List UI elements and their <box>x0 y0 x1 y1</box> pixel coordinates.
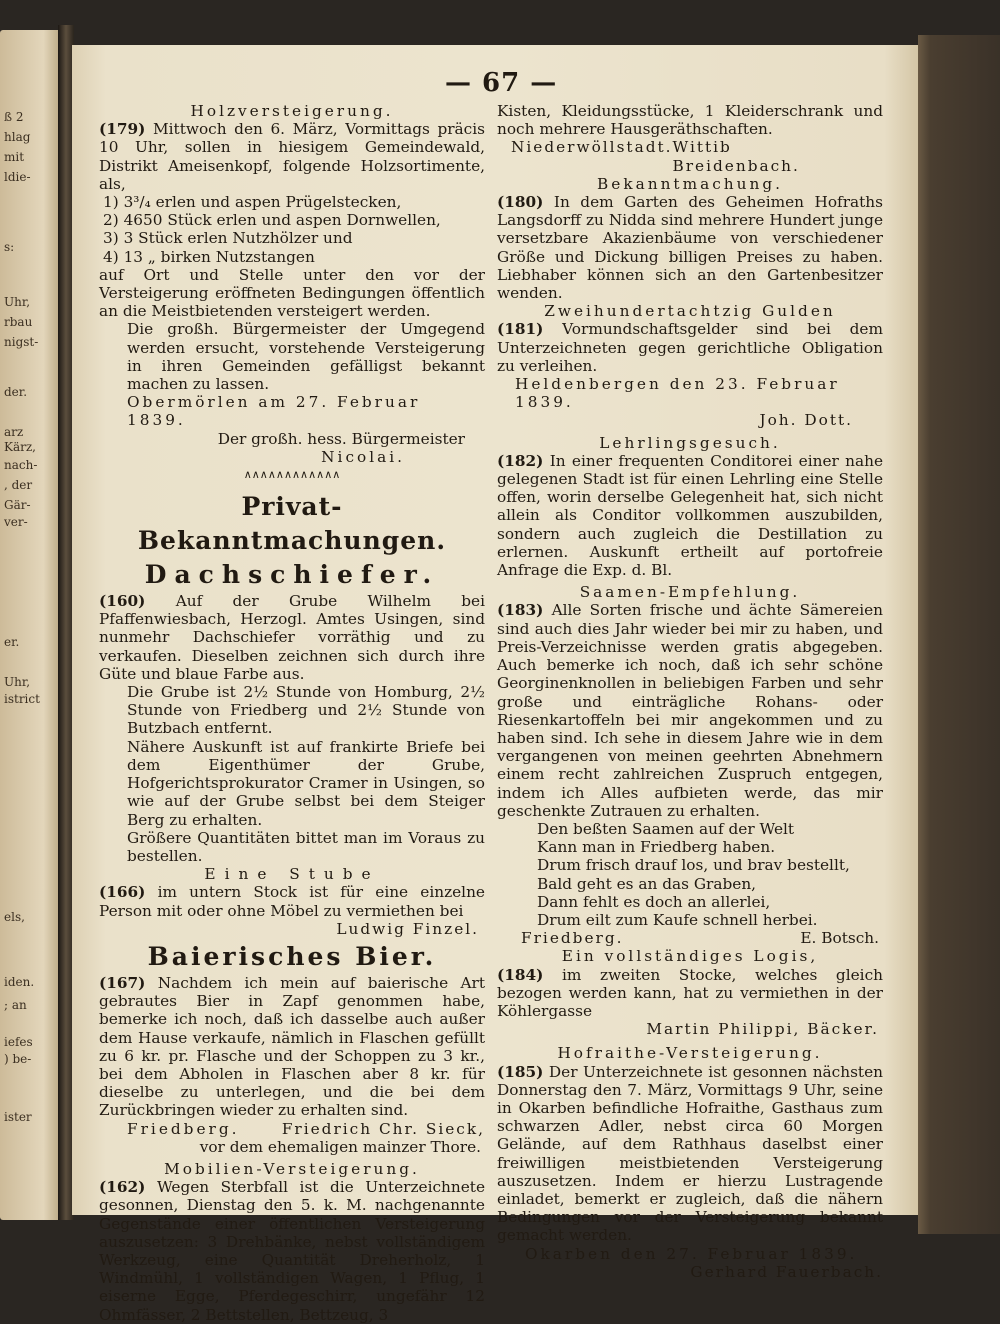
notice-text: (167) Nachdem ich mein auf baierische Art gebrautes Bier in Zapf genommen habe, bemerke ich noch, daß ich dasselbe auch außer dem Hause verkaufe, nämlich in Flaschen gefüllt zu 6 kr. pr. Flasche und der Schoppen zu 3 kr., bei dem Abholen in Flaschen aber 8 kr. für dieselbe zu unterlegen, und die bei dem Zurückbringen wieder zu erhalten sind. <box>99 973 485 1120</box>
place-date: Okarben den 27. Februar 1839. <box>525 1244 858 1263</box>
margin-fragment: arz <box>4 425 24 439</box>
margin-fragment: Gär- <box>4 498 31 512</box>
margin-fragment: istrict <box>4 692 40 706</box>
verse-line: Drum frisch drauf los, und brav bestellt, <box>537 856 850 875</box>
notice-text: (162) Wegen Sterbfall ist die Unterzeichnete gesonnen, Dienstag den 5. k. M. nachgenannte Gegenstände einer öffentlichen Versteigerung auszusetzen: 3 Drehbänke, nebst vollständigem Werkzeug, eine Quantität Dreherholz, 1 Windmühl, 1 vollständigen Wagen, 1 Pflug, 1 eiserne Egge, Pferdegeschirr, ungefähr 12 Ohmfässer, 2 Bettstellen, Bettzeug, 3 <box>99 1178 485 1324</box>
signature: Gerhard Fauerbach. <box>690 1262 883 1281</box>
notice-text: auf Ort und Stelle unter den vor der Versteigerung eröffneten Bedingungen öffentlich an die Meistbietenden versteigert werden. <box>99 265 485 321</box>
list-item: 4) 13 „ birken Nutzstangen <box>103 247 315 266</box>
list-item: 3) 3 Stück erlen Nutzhölzer und <box>103 229 353 248</box>
signature: Friedrich Chr. Sieck, <box>281 1119 485 1138</box>
margin-fragment: der. <box>4 385 28 399</box>
verse <box>497 820 883 929</box>
signature: Wittib Breidenbach. <box>672 138 800 175</box>
notice-text: (180) In dem Garten des Geheimen Hofraths Langsdorff zu Nidda sind mehrere Hundert junge versetzbare Akazienbäume von verschiedener Größe und Dickung billigen Preises zu haben. Liebhaber können sich an den Gartenbesitzer wenden. <box>497 193 883 303</box>
margin-fragment: er. <box>4 635 20 649</box>
notice-number: (181) <box>497 320 544 339</box>
margin-fragment: nach- <box>4 458 38 472</box>
margin-fragment: nigst- <box>4 335 39 349</box>
margin-fragment: Uhr, <box>4 295 31 309</box>
margin-fragment: ) be- <box>4 1052 32 1066</box>
notice-text: (166) im untern Stock ist für eine einzelne Person mit oder ohne Möbel zu vermiethen bei <box>99 883 485 920</box>
verse-line: Dann fehlt es doch an allerlei, <box>537 892 771 911</box>
private-announcements-heading: Privat-Bekanntmachungen. <box>137 492 447 556</box>
place: Friedberg. <box>127 1119 240 1138</box>
notice-text: Nähere Auskunft ist auf frankirte Briefe bei dem Eigenthümer der Grube, Hofgerichtsprokurator Cramer in Usingen, so wie auf der Grube selbst bei dem Steiger Berg zu erhalten. <box>127 737 485 829</box>
right-column <box>497 102 883 1281</box>
signature: E. Botsch. <box>800 929 879 948</box>
section-heading: Ein vollständiges Logis, <box>561 947 819 966</box>
margin-fragment: ; an <box>4 998 27 1012</box>
margin-fragment: iefes <box>4 1035 33 1049</box>
section-heading: Baierisches Bier. <box>147 941 437 971</box>
section-heading: Mobilien-Versteigerung. <box>164 1159 420 1178</box>
page-number: — 67 — <box>445 68 558 98</box>
signature-row <box>99 1120 485 1138</box>
signature: Martin Philippi, Bäcker. <box>646 1020 879 1039</box>
signature: Joh. Dott. <box>759 411 853 430</box>
notice-text: Die Grube ist 2½ Stunde von Homburg, 2½ Stunde von Friedberg und 2½ Stunde von Butzbach entfernt. <box>127 683 485 738</box>
margin-fragment: mit <box>4 150 25 164</box>
place: Friedberg. <box>521 929 624 948</box>
signature: Ludwig Finzel. <box>336 919 479 938</box>
margin-fragment: ver- <box>4 515 28 529</box>
section-heading: Lehrlingsgesuch. <box>599 433 781 452</box>
margin-fragment: , der <box>4 478 33 492</box>
verse-line: Den beßten Saamen auf der Welt <box>537 819 795 838</box>
signature-row <box>497 138 883 174</box>
notice-number: (179) <box>99 120 146 139</box>
item-list <box>99 193 485 266</box>
adjacent-page-strip <box>0 30 62 1220</box>
section-heading: Eine Stube <box>204 865 380 884</box>
ornament-divider: ∧∧∧∧∧∧∧∧∧∧∧∧ <box>243 468 341 482</box>
place: Niederwöllstadt. <box>511 138 673 157</box>
margin-fragment: els, <box>4 910 25 924</box>
section-heading: Hofraithe-Versteigerung. <box>557 1044 823 1063</box>
list-item: 2) 4650 Stück erlen und aspen Dornwellen, <box>103 211 441 230</box>
left-column <box>99 102 485 1324</box>
book-edge <box>918 35 1000 1234</box>
notice-number: (185) <box>497 1062 544 1081</box>
notice-text: (160) Auf der Grube Wilhelm bei Pfaffenwiesbach, Herzogl. Amtes Usingen, sind nunmehr Dachschiefer vorräthig und zu verkaufen. Dieselben zeichnen sich durch ihre Güte und blaue Farbe aus. <box>99 592 485 683</box>
notice-text: (185) Der Unterzeichnete ist gesonnen nächsten Donnerstag den 7. März, Vormittags 9 Uhr, seine in Okarben befindliche Hofraithe, Gasthaus zum schwarzen Adler, nebst circa 60 Morgen Gelände, auf dem Rathhaus daselbst einer freiwilligen meistbietenden Versteigerung auszusetzen. Indem er hierzu Lustragende einladet, bemerkt er zugleich, daß die nähern Bedingungen vor der Versteigerung bekannt gemacht werden. <box>497 1062 883 1245</box>
notice-text: (182) In einer frequenten Conditorei einer nahe gelegenen Stadt ist für einen Lehrling eine Stelle offen, worin derselbe Gelegenheit hat, sich nicht allein als Conditor vollkommen auszubilden, sondern auch zugleich die Destillation zu erlernen. Auskunft ertheilt auf portofreie Anfrage die Exp. d. Bl. <box>497 451 883 580</box>
signature-name: Nicolai. <box>321 447 405 466</box>
notice-number: (162) <box>99 1178 146 1197</box>
margin-fragment: Uhr, <box>4 675 31 689</box>
section-heading: Saamen-Empfehlung. <box>579 583 801 602</box>
notice-text: (179) Mittwoch den 6. März, Vormittags präcis 10 Uhr, sollen in hiesigem Gemeindewald, Distrikt Ameisenkopf, folgende Holzsortimente, als, <box>99 120 485 193</box>
verse-line: Drum eilt zum Kaufe schnell herbei. <box>537 910 818 929</box>
notice-text: Kisten, Kleidungsstücke, 1 Kleiderschrank und noch mehrere Hausgeräthschaften. <box>497 102 883 139</box>
section-heading: Zweihundertachtzig Gulden <box>544 302 836 321</box>
notice-text: Größere Quantitäten bittet man im Voraus zu bestellen. <box>127 828 485 865</box>
notice-text: (184) im zweiten Stocke, welches gleich bezogen werden kann, hat zu vermiethen in der Köhlergasse <box>497 965 883 1020</box>
margin-fragment: Kärz, <box>4 440 36 454</box>
margin-fragment: hlag <box>4 130 31 144</box>
margin-fragment: ister <box>4 1110 32 1124</box>
notice-text: Die großh. Bürgermeister der Umgegend werden ersucht, vorstehende Versteigerung in ihren Gemeinden gefälligst bekannt machen zu lassen. <box>127 320 485 394</box>
notice-number: (182) <box>497 451 544 470</box>
margin-fragment: s: <box>4 240 15 254</box>
margin-fragment: iden. <box>4 975 35 989</box>
place-date: Heldenbergen den 23. Februar 1839. <box>515 375 840 412</box>
list-item: 1) 3³/₄ erlen und aspen Prügelstecken, <box>103 193 402 212</box>
signature-address: vor dem ehemaligen mainzer Thore. <box>199 1137 481 1156</box>
signature-row <box>497 929 883 947</box>
margin-fragment: ldie- <box>4 170 31 184</box>
section-heading: Holzversteigerung. <box>190 102 394 120</box>
margin-fragment: rbau <box>4 315 33 329</box>
margin-fragment: ß 2 <box>4 110 24 124</box>
notice-number: (160) <box>99 592 146 611</box>
notice-number: (184) <box>497 965 544 984</box>
verse-line: Kann man in Friedberg haben. <box>537 838 776 857</box>
notice-number: (183) <box>497 601 544 620</box>
notice-text: (183) Alle Sorten frische und ächte Sämereien sind auch dies Jahr wieder bei mir zu haben, und Preis-Verzeichnisse werden gratis abgegeben. Auch bemerke ich noch, daß ich sehr schöne Georginenknollen in beliebigen Farben und sehr große und einträgliche Rohans- oder Riesenkartoffeln bei mir angekommen und zu haben sind. Ich sehe in diesem Jahre wie in dem vergangenen von meinen geehrten Abnehmern einem recht zahlreichen Zuspruch entgegen, indem ich Alles aufbieten werde, das mir geschenkte Zutrauen zu erhalten. <box>497 601 883 820</box>
section-heading: Bekanntmachung. <box>597 174 783 193</box>
verse-line: Bald geht es an das Graben, <box>537 874 757 893</box>
place-date: Obermörlen am 27. Februar 1839. <box>127 393 421 430</box>
notice-number: (180) <box>497 193 544 212</box>
notice-text: (181) Vormundschaftsgelder sind bei dem Unterzeichneten gegen gerichtliche Obligation zu verleihen. <box>497 320 883 375</box>
signature: Der großh. hess. Bürgermeister <box>217 429 465 448</box>
section-heading: Dachschiefer. <box>144 560 440 590</box>
notice-number: (167) <box>99 973 146 992</box>
notice-number: (166) <box>99 883 146 902</box>
